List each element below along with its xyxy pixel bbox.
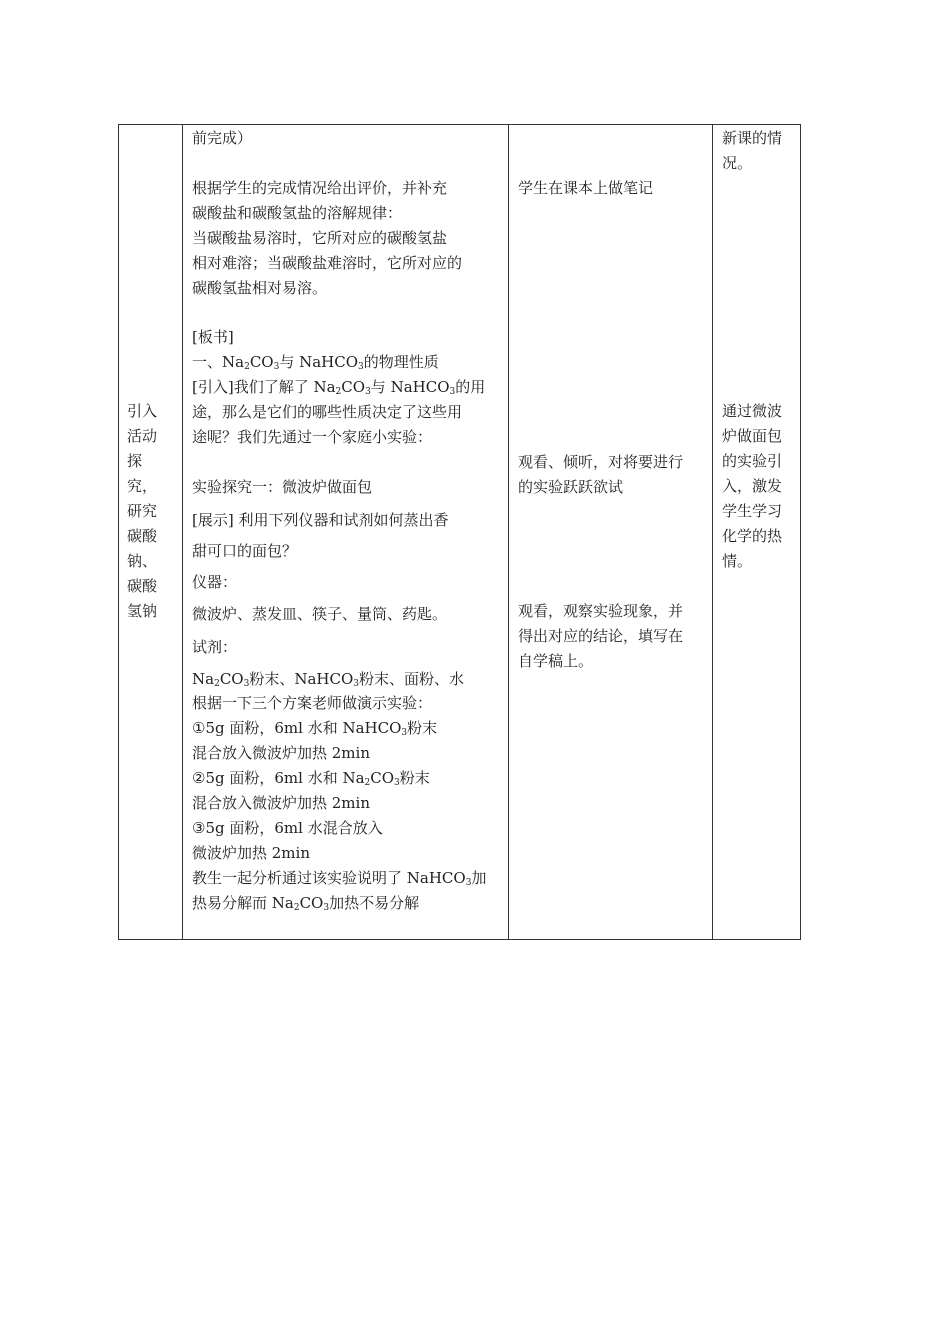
board-label: [板书] <box>192 328 234 346</box>
intro-line: 途，那么是它们的哪些性质决定了这些用 <box>192 403 463 421</box>
method-3: ③5g 面粉，6ml 水混合放入 <box>192 819 383 837</box>
section-heading: 一、$Na_2CO_3$与 NaHCO$_3$的物理性质 <box>192 353 439 372</box>
display-line: 甜可口的面包？ <box>192 542 298 560</box>
lesson-plan-table <box>118 124 801 940</box>
evaluation-paragraph: 根据学生的完成情况给出评价，并补充 碳酸盐和碳酸氢盐的溶解规律： 当碳酸盐易溶时，它所对应的碳酸氢盐 相对难溶；当碳酸盐难溶时，它所对应的 碳酸氢盐相对易溶。 <box>192 179 463 297</box>
plan-intro: 根据一下三个方案老师做演示实验： <box>192 694 433 712</box>
stage-label: 引入 活动 探 究， 研究 碳酸 钠、 碳酸 氢钠 <box>127 402 158 620</box>
experiment-title: 实验探究一：微波炉做面包 <box>192 478 373 496</box>
conclusion-line: 教生一起分析通过该实验说明了 NaHCO$_3$加 <box>192 869 487 888</box>
reagents-list: $Na_2CO_3$粉末、NaHCO$_3$粉末、面粉、水 <box>192 670 465 689</box>
student-activity: 观看，观察实验现象，并 得出对应的结论，填写在 自学稿上。 <box>518 602 684 670</box>
conclusion-line: 热易分解而 $Na_2CO_3$加热不易分解 <box>192 894 420 913</box>
method-2: ②5g 面粉，6ml 水和 $Na_2CO_3$粉末 <box>192 769 430 788</box>
design-intent: 通过微波 炉做面包 的实验引 入，激发 学生学习 化学的热 情。 <box>722 402 783 570</box>
instruments-list: 微波炉、蒸发皿、筷子、量筒、药匙。 <box>192 605 448 623</box>
instruments-label: 仪器： <box>192 573 238 591</box>
display-line: [展示] 利用下列仪器和试剂如何蒸出香 <box>192 511 449 529</box>
student-activity: 学生在课本上做笔记 <box>518 179 654 197</box>
intro-line: [引入]我们了解了 $Na_2CO_3$与 NaHCO$_3$的用 <box>192 378 486 397</box>
continued-text: 前完成） <box>192 129 253 147</box>
method-1: 混合放入微波炉加热 2min <box>192 744 370 762</box>
method-2: 混合放入微波炉加热 2min <box>192 794 370 812</box>
column-divider <box>182 125 183 939</box>
method-1: ①5g 面粉，6ml 水和 NaHCO$_3$粉末 <box>192 719 438 738</box>
method-3: 微波炉加热 2min <box>192 844 310 862</box>
reagents-label: 试剂： <box>192 638 238 656</box>
column-divider <box>508 125 509 939</box>
column-divider <box>712 125 713 939</box>
intro-line: 途呢？我们先通过一个家庭小实验： <box>192 428 433 446</box>
design-intent: 新课的情 况。 <box>722 129 783 172</box>
student-activity: 观看、倾听，对将要进行 的实验跃跃欲试 <box>518 453 684 496</box>
